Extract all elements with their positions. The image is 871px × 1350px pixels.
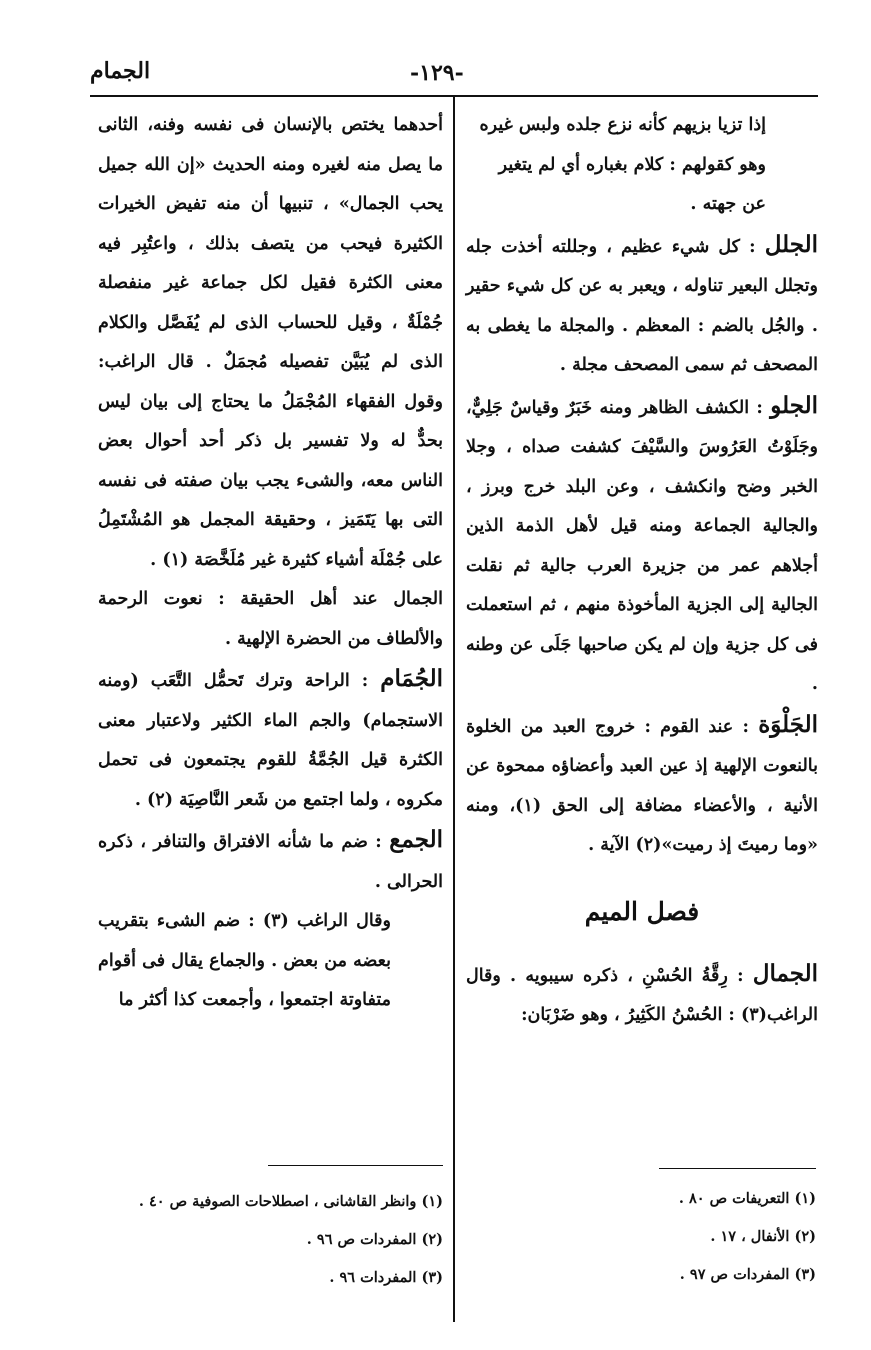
entry [466, 705, 818, 866]
entry-text: : ضم ما شأنه الافتراق والتنافر ، ذكره الحرالى . [98, 832, 443, 892]
entry-headword: الجُمَام [380, 665, 443, 692]
intro-line: وهو كقولهم : كلام بغباره أي لم يتغير [498, 154, 766, 175]
running-head: الجمام [90, 58, 151, 84]
footnote: (٣) المفردات ص ٩٧ . [679, 1266, 816, 1283]
paragraph: وقال الراغب (٣) : ضم الشىء بتقريب بعضه من بعض . والجماع يقال فى أقوام متفاوتة اجتمعوا ، وأجمعت كذا أكثر ما [98, 911, 391, 1010]
left-column [98, 106, 443, 1021]
intro-line: إذا تزيا بزيهم كأنه نزع جلده ولبس غيره [479, 115, 766, 135]
entry-headword: الجَلْوَة [758, 710, 818, 738]
footnote: (٢) المفردات ص ٩٦ . [306, 1231, 443, 1248]
entry-headword: الجلو [770, 391, 819, 419]
right-footnotes [466, 1180, 816, 1294]
entry [466, 954, 818, 1036]
footnote-rule [659, 1168, 816, 1169]
entry-text: : الراحة وترك تَحمُّل التَّعَب (ومنه الاستجمام) والجم الماء الكثير ولاعتبار معنى الكثرة قيل الجُمَّةُ للقوم يجتمعون فى تحمل مكروه ، ولما اجتمع من شَعر النَّاصِيَة (٢) . [98, 671, 443, 810]
entry-text: : عند القوم : خروج العبد من الخلوة بالنعوت الإلهية إذ عين العبد وأعضاؤه ممحوة عن الأنية ، والأعضاء مضافة إلى الحق (١)، ومنه «وما رميتَ إذ رميت»(٢) الآية . [466, 716, 818, 855]
entry-headword: الجمال [752, 959, 818, 987]
entry-text: : رِقَّةُ الحُسْنِ ، ذكره سيبويه . وقال الراغب(٣) : الحُسْنُ الكَثِيرُ ، وهو ضَرْبَان: [466, 965, 818, 1025]
entry-text: : الكشف الظاهر ومنه خَبَرٌ وقياسٌ جَلِيٌّ، وجَلَوْتُ العَرُوسَ والسَّيْفَ كشفت صداه ، وجلا الخبر وضح وانكشف ، وعن البلد خرج وبرز ، والجالية الجماعة ومنه قيل لأهل الذمة الذين أجلاهم عمر من جزيرة العرب جالية ثم نقلت الجالية إلى الجزية المأخوذة منهم ، ثم استعملت فى كل جزية وإن لم يكن صاحبها جَلَى عن وطنه . [466, 397, 818, 694]
footnote: (١) التعريفات ص ٨٠ . [678, 1190, 816, 1207]
entry-headword: الجلل [764, 230, 818, 258]
page-number: -١٢٩- [410, 60, 464, 86]
entry [466, 386, 818, 705]
footnote: (٢) الأنفال ، ١٧ . [710, 1228, 816, 1245]
footnote: (٣) المفردات ٩٦ . [329, 1269, 443, 1286]
footnote: (١) وانظر القاشانى ، اصطلاحات الصوفية ص ٤٠ . [138, 1193, 443, 1210]
entry [98, 820, 443, 902]
entry-text: : كل شيء عظيم ، وجللته أخذت جله وتجلل البعير تناوله ، ويعبر به عن كل شيء حقير . والجُل بالضم : المعظم . والمجلة ما يغطى به المصحف ثم سمى المصحف مجلة . [466, 236, 818, 375]
right-column [466, 106, 818, 1036]
entry [98, 659, 443, 820]
paragraph: أحدهما يختص بالإنسان فى نفسه وفنه، الثانى ما يصل منه لغيره ومنه الحديث «إن الله جميل يحب الجمال» ، تنبيها أن منه تفيض الخيرات الكثيرة فيحب من يتصف بذلك ، واعتُبِر فيه معنى الكثرة فقيل لكل جماعة غير منفصلة جُمْلَةٌ ، وقيل للحساب الذى لم يُفَصَّل والكلام الذى لم يُبَيَّن تفصيله مُجمَلٌ . قال الراغب: وقول الفقهاء المُجْمَلُ ما يحتاج إلى بيان ليس بحدٌّ له ولا تفسير بل ذكر أحد أحوال بعض الناس معه، والشىء يجب بيان صفته فى نفسه التى بها يَتَمَيز ، وحقيقة المجمل هو المُشْتَمِلُ على جُمْلَة أشياء كثيرة غير مُلَخَّصَة (١) . [98, 115, 443, 570]
left-footnotes [98, 1183, 443, 1297]
intro-line: عن جهته . [690, 194, 766, 214]
section-title: فصل الميم [584, 896, 700, 926]
paragraph: الجمال عند أهل الحقيقة : نعوت الرحمة والألطاف من الحضرة الإلهية . [98, 589, 443, 649]
column-divider [453, 97, 455, 1322]
entry-headword: الجمع [389, 826, 444, 853]
entry [466, 225, 818, 386]
footnote-rule [268, 1165, 443, 1166]
